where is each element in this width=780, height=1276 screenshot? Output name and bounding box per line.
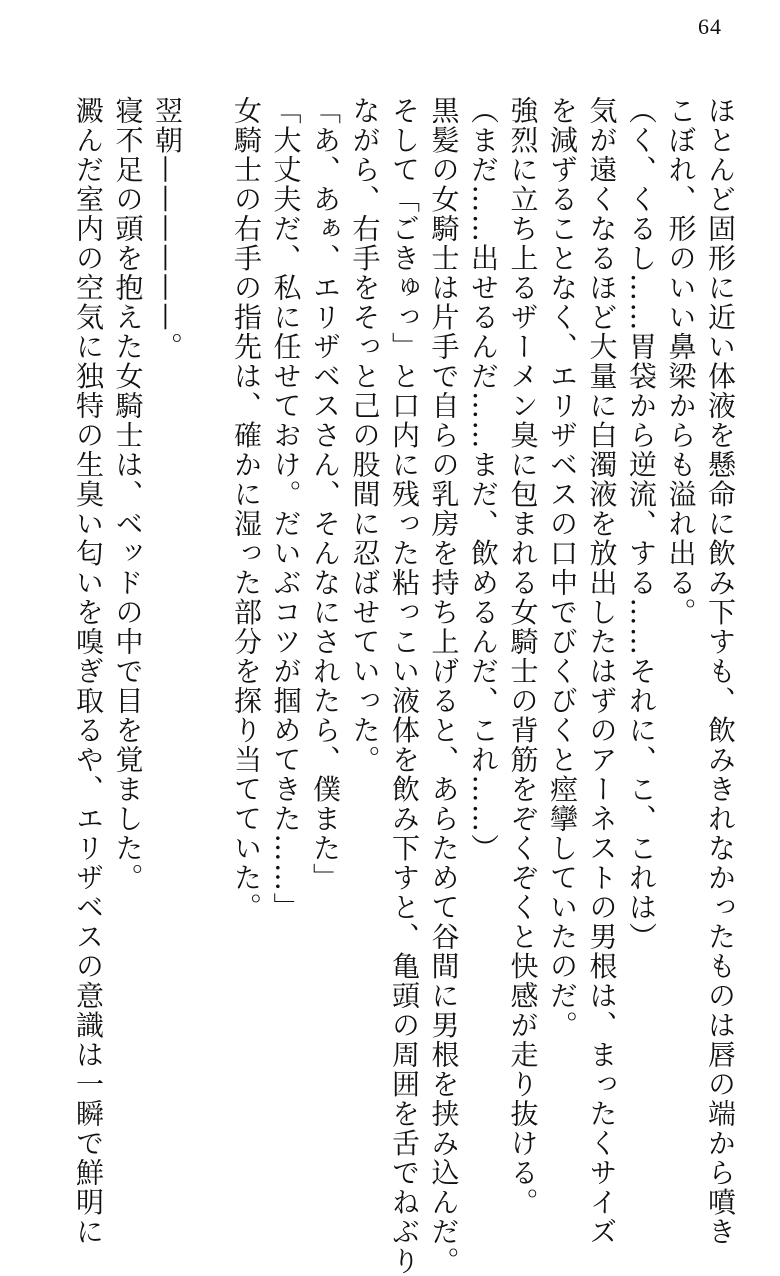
text-line: ながら、右手をそっと己の股間に忍ばせていった。 <box>348 96 382 775</box>
text-line: 女騎士の右手の指先は、確かに湿った部分を探り当てていた。 <box>230 96 263 922</box>
text-line: 翌朝——————。 <box>151 96 184 362</box>
text-line: 気が遠くなるほど大量に白濁液を放出したはずのアーネストの男根は、まったくサイズ <box>585 96 619 1247</box>
blank-line <box>187 96 227 1166</box>
text-line: 強烈に立ち上るザーメン臭に包まれる女騎士の背筋をぞくぞくと快感が走り抜ける。 <box>506 96 540 1217</box>
text-line: （まだ……出せるんだ……まだ、飲めるんだ、これ……） <box>467 96 500 863</box>
text-line: 「あ、あぁ、エリザベスさん、そんなにされたら、僕また」 <box>309 96 342 893</box>
text-line: そして「ごきゅっ」と口内に残った粘っこい液体を飲み下すと、亀頭の周囲を舌でねぶり <box>388 96 421 1276</box>
text-line: 寝不足の頭を抱えた女騎士は、ベッドの中で目を覚ました。 <box>111 96 145 893</box>
text-line: を減ずることなく、エリザベスの口中でびくびくと痙攣していたのだ。 <box>546 96 579 1040</box>
text-line: 「大丈夫だ、私に任せておけ。だいぶコツが掴めてきた……」 <box>269 96 303 922</box>
text-line: 黒髪の女騎士は片手で自らの乳房を持ち上げると、あらためて谷間に男根を挟み込んだ。 <box>427 96 461 1276</box>
text-line: ほとんど固形に近い体液を懸命に飲み下すも、飲みきれなかったものは唇の端から噴き <box>704 96 737 1247</box>
text-line: （く、くるし……胃袋から逆流、する……それに、こ、これは） <box>625 96 658 952</box>
page-number: 64 <box>698 14 722 39</box>
text-line: こぼれ、形のいい鼻梁からも溢れ出る。 <box>664 96 698 627</box>
body-text <box>69 96 741 1276</box>
text-line: 澱んだ室内の空気に独特の生臭い匂いを嗅ぎ取るや、エリザベスの意識は一瞬で鮮明に <box>72 96 105 1247</box>
